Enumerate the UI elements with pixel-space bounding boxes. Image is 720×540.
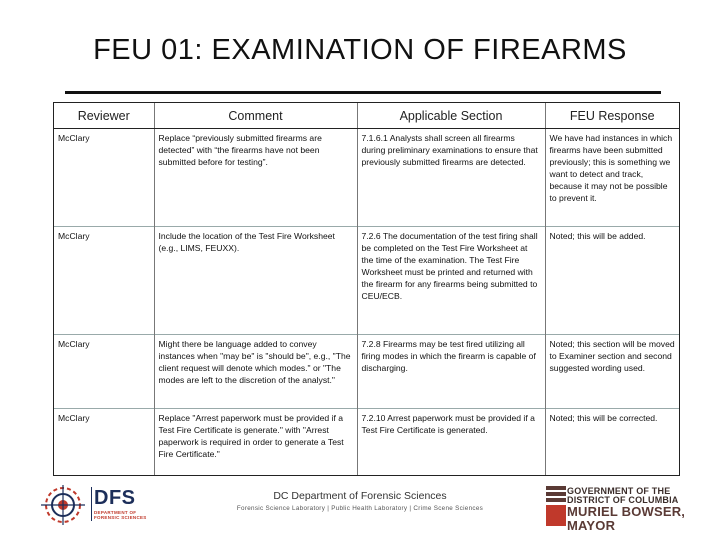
header-response: FEU Response bbox=[545, 103, 679, 129]
table-row bbox=[54, 227, 679, 335]
header-comment: Comment bbox=[154, 103, 357, 129]
dc-government-text bbox=[567, 487, 716, 533]
comment-cell: Replace "Arrest paperwork must be provided if a Test Fire Certificate is generate." with "Arrest paperwork is required in order to generate a Test Fire Certificate." bbox=[154, 409, 357, 475]
response-cell: Noted; this will be added. bbox=[545, 227, 679, 335]
title-underline bbox=[65, 91, 661, 94]
dfs-logo bbox=[38, 484, 153, 526]
dfs-wordmark: DFS bbox=[94, 487, 136, 509]
footer-department: DC Department of Forensic Sciences bbox=[273, 490, 447, 502]
section-cell: 7.2.6 The documentation of the test firing shall be completed on the Test Fire Worksheet at the time of the examination. The Test Fire Worksheet must be printed and returned with the firearm for any firearms being submitted to CEU/ECB. bbox=[357, 227, 545, 335]
table-row bbox=[54, 335, 679, 409]
section-cell: 7.1.6.1 Analysts shall screen all firearms during preliminary examinations to ensure that previously submitted firearms are detected. bbox=[357, 129, 545, 227]
section-cell: 7.2.10 Arrest paperwork must be provided if a Test Fire Certificate is generated. bbox=[357, 409, 545, 475]
review-table bbox=[53, 102, 680, 476]
comment-cell: Include the location of the Test Fire Worksheet (e.g., LIMS, FEUXX). bbox=[154, 227, 357, 335]
response-cell: We have had instances in which firearms have been submitted previously; this is something we want to detect and track, because it may not be possible to prevent it. bbox=[545, 129, 679, 227]
dfs-seal-icon bbox=[38, 484, 88, 526]
reviewer-cell: McClary bbox=[54, 335, 154, 409]
comment-cell: Might there be language added to convey instances when "may be" is "should be", e.g., "The client request will denote which modes." or "The modes are left to the discretion of the analyst." bbox=[154, 335, 357, 409]
section-cell: 7.2.8 Firearms may be test fired utilizing all firing modes in which the firearm is capable of discharging. bbox=[357, 335, 545, 409]
dc-government-logo bbox=[546, 486, 716, 533]
table-header-row bbox=[54, 103, 679, 129]
table-row bbox=[54, 409, 679, 475]
header-section: Applicable Section bbox=[357, 103, 545, 129]
reviewer-cell: McClary bbox=[54, 227, 154, 335]
reviewer-cell: McClary bbox=[58, 133, 90, 143]
dfs-divider bbox=[91, 487, 92, 521]
dfs-subtitle: DEPARTMENT OF FORENSIC SCIENCES bbox=[94, 510, 147, 520]
footer-subtitle: Forensic Science Laboratory | Public Health Laboratory | Crime Scene Sciences bbox=[236, 505, 484, 512]
footer bbox=[190, 490, 530, 512]
gov-line-1: GOVERNMENT OF THE bbox=[567, 486, 671, 496]
page-title: FEU 01: EXAMINATION OF FIREARMS bbox=[93, 34, 627, 66]
dc-flag-icon bbox=[546, 486, 566, 526]
response-cell: Noted; this will be corrected. bbox=[545, 409, 679, 475]
gov-line-2: DISTRICT OF COLUMBIA bbox=[567, 495, 679, 505]
gov-mayor: MURIEL BOWSER, MAYOR bbox=[567, 504, 686, 533]
table-row bbox=[54, 129, 679, 227]
header-reviewer: Reviewer bbox=[54, 103, 154, 129]
comment-cell: Replace “previously submitted firearms are detected” with “the firearms have not been submitted before for testing”. bbox=[154, 129, 357, 227]
response-cell: Noted; this section will be moved to Examiner section and second suggested wording used. bbox=[545, 335, 679, 409]
reviewer-cell: McClary bbox=[54, 409, 154, 475]
